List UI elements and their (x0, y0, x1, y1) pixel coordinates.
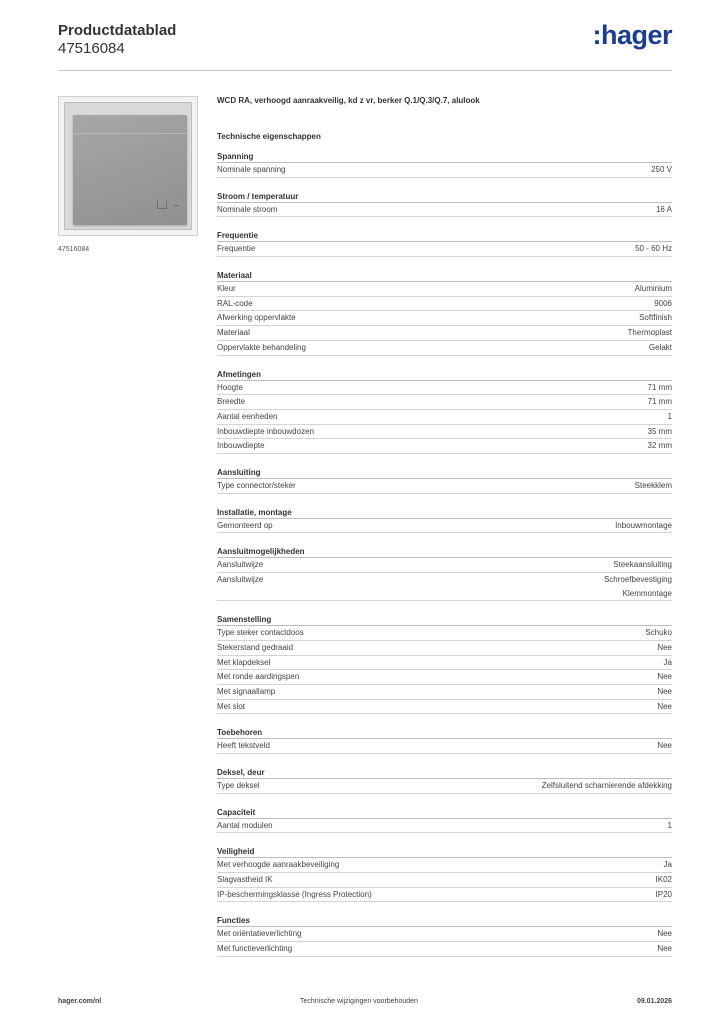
spec-value: Steekklem (634, 480, 672, 490)
spec-group-title: Stroom / temperatuur (217, 190, 672, 203)
spec-row (217, 203, 672, 218)
spec-value: 50 - 60 Hz (635, 244, 672, 254)
spec-value: Thermoplast (627, 328, 672, 338)
spec-row (217, 297, 672, 312)
spec-value: 1 (667, 411, 672, 421)
spec-label: Oppervlakte behandeling (217, 342, 306, 352)
spec-label: Met oriëntatieverlichting (217, 929, 302, 939)
spec-group-title: Spanning (217, 150, 672, 163)
spec-value: Nee (657, 741, 672, 751)
socket-symbol-icon (157, 201, 167, 209)
document-number: 47516084 (58, 40, 125, 57)
spec-row (217, 641, 672, 656)
spec-label: Inbouwdiepte inbouwdozen (217, 426, 314, 436)
spec-row (217, 942, 672, 957)
spec-row (217, 242, 672, 257)
spec-row (217, 656, 672, 671)
spec-value: 16 A (655, 204, 672, 214)
spec-group-title: Samenstelling (217, 613, 672, 626)
spec-label: Type steker contactdoos (217, 628, 304, 638)
spec-group-title: Capaciteit (217, 806, 672, 819)
spec-value: Softfinish (639, 313, 672, 323)
spec-label: Met functieverlichting (217, 944, 293, 954)
spec-label: Nominale spanning (217, 165, 286, 174)
spec-row (217, 519, 672, 534)
spec-label: IP-beschermingsklasse (Ingress Protection) (217, 889, 372, 899)
spec-value: Inbouwmontage (615, 520, 672, 530)
spec-row (217, 927, 672, 942)
spec-row (217, 888, 672, 903)
spec-label: Met ronde aardingspen (217, 672, 300, 682)
marking-tick (174, 205, 179, 206)
spec-label: Met verhoogde aanraakbeveiliging (217, 860, 340, 870)
spec-label: Type connector/steker (217, 480, 296, 490)
spec-value: Zelfsluitend scharnierende afdekking (541, 781, 672, 790)
spec-row (217, 341, 672, 356)
spec-label: Slagvastheid IK (217, 875, 273, 885)
spec-value: 35 mm (647, 426, 672, 436)
spec-group-title: Deksel, deur (217, 766, 672, 779)
spec-value: Schuko (645, 628, 672, 638)
footer-disclaimer: Technische wijzigingen voorbehouden (300, 998, 418, 1005)
hager-logo: :hager (592, 20, 672, 50)
spec-row (217, 858, 672, 873)
spec-content (217, 96, 672, 957)
spec-label: Kleur (217, 284, 236, 294)
spec-value: IP20 (655, 889, 672, 899)
spec-row (217, 819, 672, 834)
spec-row (217, 479, 672, 494)
spec-group-title: Veiligheid (217, 845, 672, 858)
header-divider (58, 70, 672, 71)
spec-row (217, 739, 672, 754)
spec-value: 9006 (654, 298, 672, 308)
spec-row (217, 700, 672, 715)
spec-value: 71 mm (647, 397, 672, 407)
spec-label: Afwerking oppervlakte (217, 313, 296, 323)
product-frame (64, 102, 192, 230)
spec-value: Gelakt (648, 342, 672, 352)
footer-website[interactable]: hager.com/nl (58, 998, 102, 1005)
spec-group-title: Toebehoren (217, 726, 672, 739)
spec-label: RAL-code (217, 298, 253, 308)
flap-edge (73, 133, 187, 134)
spec-value: 250 V (651, 165, 672, 174)
spec-row (217, 439, 672, 454)
spec-value: Nee (657, 642, 672, 652)
spec-label: Hoogte (217, 382, 243, 392)
spec-group-title: Afmetingen (217, 368, 672, 381)
spec-row (217, 573, 672, 601)
spec-value: Ja (663, 860, 672, 870)
spec-label: Met klapdeksel (217, 657, 271, 667)
spec-value: 71 mm (647, 382, 672, 392)
spec-row (217, 282, 672, 297)
spec-label: Breedte (217, 397, 246, 407)
spec-label: Type deksel (217, 781, 260, 790)
spec-value: Nee (657, 672, 672, 682)
spec-value: Steekaansluiting (613, 560, 672, 570)
spec-label: Nominale stroom (217, 204, 278, 214)
spec-label: Met signaallamp (217, 686, 276, 696)
spec-row (217, 381, 672, 396)
footer-date: 09.01.2026 (636, 998, 672, 1005)
spec-group-title: Installatie, montage (217, 506, 672, 519)
spec-label: Stekerstand gedraaid (217, 642, 294, 652)
spec-row (217, 163, 672, 178)
spec-value: 1 (667, 820, 672, 830)
spec-value-line: Schroefbevestiging (603, 575, 672, 584)
spec-value: Nee (657, 686, 672, 696)
spec-label: Aantal modulen (217, 820, 273, 830)
spec-row (217, 685, 672, 700)
spec-row (217, 626, 672, 641)
spec-label: Aansluitwijze (217, 560, 264, 570)
spec-group-title: Functies (217, 914, 672, 927)
spec-value: 32 mm (647, 441, 672, 451)
spec-value: Ja (663, 657, 672, 667)
spec-value: Nee (657, 701, 672, 711)
section-title: Technische eigenschappen (217, 132, 321, 141)
spec-row (217, 873, 672, 888)
product-description: WCD RA, verhoogd aanraakveilig, kd z vr, berker Q.1/Q.3/Q.7, alulook (217, 96, 480, 105)
spec-row (217, 558, 672, 573)
spec-label: Aansluitwijze (217, 575, 264, 584)
spec-value: Nee (657, 944, 672, 954)
socket-cover-plate (73, 115, 187, 225)
product-image-caption: 47516084 (58, 246, 90, 253)
spec-row (217, 395, 672, 410)
spec-row (217, 410, 672, 425)
spec-label: Aantal eenheden (217, 411, 278, 421)
spec-groups (217, 150, 672, 957)
page-header (58, 22, 672, 70)
spec-label: Met slot (217, 701, 246, 711)
spec-row (217, 779, 672, 794)
spec-label: Inbouwdiepte (217, 441, 265, 451)
spec-label: Frequentie (217, 244, 256, 254)
spec-group-title: Aansluitmogelijkheden (217, 545, 672, 558)
spec-value: Aluminium (634, 284, 672, 294)
spec-label: Materiaal (217, 328, 250, 338)
spec-value-line: Klemmontage (622, 588, 672, 598)
spec-label: Gemonteerd op (217, 520, 273, 530)
spec-row (217, 425, 672, 440)
spec-value: Nee (657, 929, 672, 939)
spec-group-title: Frequentie (217, 229, 672, 242)
spec-row (217, 670, 672, 685)
product-image (58, 96, 198, 236)
spec-value (604, 573, 672, 600)
spec-label: Heeft tekstveld (217, 741, 270, 751)
spec-value: IK02 (655, 875, 672, 885)
spec-row (217, 326, 672, 341)
document-title: Productdatablad (58, 22, 177, 39)
spec-row (217, 311, 672, 326)
spec-group-title: Materiaal (217, 269, 672, 282)
spec-group-title: Aansluiting (217, 466, 672, 479)
